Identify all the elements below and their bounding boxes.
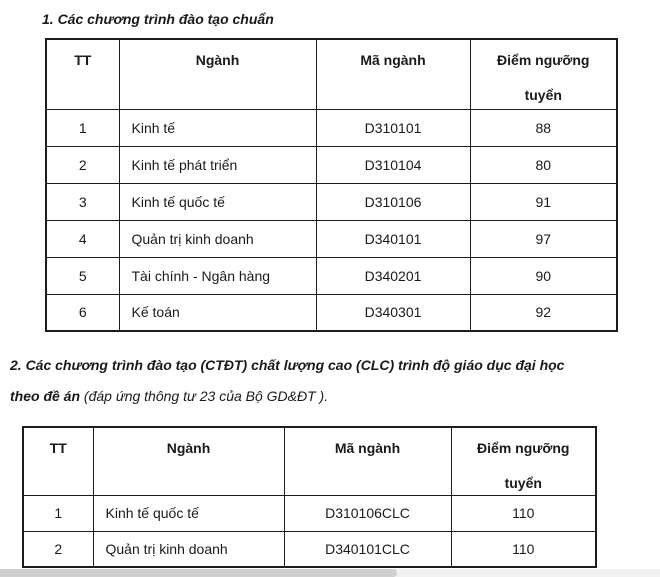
cell-ma-nganh: D310101 xyxy=(316,109,470,146)
cell-tt: 1 xyxy=(46,109,119,146)
cell-diem: 88 xyxy=(470,109,617,146)
cell-diem: 90 xyxy=(470,257,617,294)
col-header-nganh: Ngành xyxy=(119,39,316,109)
standard-programs-table xyxy=(45,38,618,332)
cell-nganh: Kinh tế quốc tế xyxy=(93,495,284,531)
cell-ma-nganh: D340101 xyxy=(316,220,470,257)
table-row xyxy=(23,531,596,567)
col-header-nganh: Ngành xyxy=(93,427,284,495)
section-2-heading-line2-bold: theo đề án xyxy=(10,388,84,404)
cell-nganh: Kinh tế phát triển xyxy=(119,146,316,183)
col-header-tt: TT xyxy=(46,39,119,109)
cell-ma-nganh: D340201 xyxy=(316,257,470,294)
cell-nganh: Tài chính - Ngân hàng xyxy=(119,257,316,294)
cell-tt: 5 xyxy=(46,257,119,294)
cell-nganh: Kinh tế quốc tế xyxy=(119,183,316,220)
cell-diem: 80 xyxy=(470,146,617,183)
section-2-heading xyxy=(10,350,658,412)
cell-tt: 6 xyxy=(46,294,119,331)
horizontal-scrollbar-thumb[interactable] xyxy=(0,569,397,577)
cell-diem: 97 xyxy=(470,220,617,257)
cell-tt: 2 xyxy=(46,146,119,183)
diem-header-line1: Điểm ngưỡng xyxy=(477,440,570,456)
cell-tt: 4 xyxy=(46,220,119,257)
section-2-heading-line1: 2. Các chương trình đào tạo (CTĐT) chất lượng cao (CLC) trình độ giáo dục đại học xyxy=(10,357,565,373)
horizontal-scrollbar[interactable] xyxy=(0,569,660,577)
cell-ma-nganh: D310106CLC xyxy=(284,495,451,531)
cell-tt: 1 xyxy=(23,495,93,531)
cell-tt: 3 xyxy=(46,183,119,220)
cell-ma-nganh: D310104 xyxy=(316,146,470,183)
col-header-diem-nguong-tuyen xyxy=(451,427,596,495)
clc-programs-table xyxy=(22,426,597,568)
col-header-ma-nganh: Mã ngành xyxy=(316,39,470,109)
section-2-heading-line2-note: (đáp ứng thông tư 23 của Bộ GD&ĐT ). xyxy=(83,388,329,404)
table-row xyxy=(46,294,617,331)
diem-header-line1: Điểm ngưỡng xyxy=(497,52,590,68)
cell-diem: 92 xyxy=(470,294,617,331)
cell-nganh: Kinh tế xyxy=(119,109,316,146)
diem-header-line2: tuyển xyxy=(504,475,542,491)
table-row xyxy=(46,220,617,257)
table-row xyxy=(46,183,617,220)
col-header-tt: TT xyxy=(23,427,93,495)
table-row xyxy=(46,109,617,146)
diem-header-line2: tuyển xyxy=(524,87,562,103)
cell-nganh: Quản trị kinh doanh xyxy=(119,220,316,257)
col-header-ma-nganh: Mã ngành xyxy=(284,427,451,495)
section-1-heading: 1. Các chương trình đào tạo chuẩn xyxy=(42,11,274,27)
cell-nganh: Quản trị kinh doanh xyxy=(93,531,284,567)
cell-diem: 91 xyxy=(470,183,617,220)
table-row xyxy=(46,257,617,294)
cell-diem: 110 xyxy=(451,495,596,531)
table-header-row xyxy=(46,39,617,109)
cell-ma-nganh: D340301 xyxy=(316,294,470,331)
table-row xyxy=(46,146,617,183)
cell-diem: 110 xyxy=(451,531,596,567)
table-header-row xyxy=(23,427,596,495)
cell-ma-nganh: D340101CLC xyxy=(284,531,451,567)
cell-ma-nganh: D310106 xyxy=(316,183,470,220)
document-page xyxy=(0,11,660,568)
cell-nganh: Kế toán xyxy=(119,294,316,331)
col-header-diem-nguong-tuyen xyxy=(470,39,617,109)
cell-tt: 2 xyxy=(23,531,93,567)
table-row xyxy=(23,495,596,531)
